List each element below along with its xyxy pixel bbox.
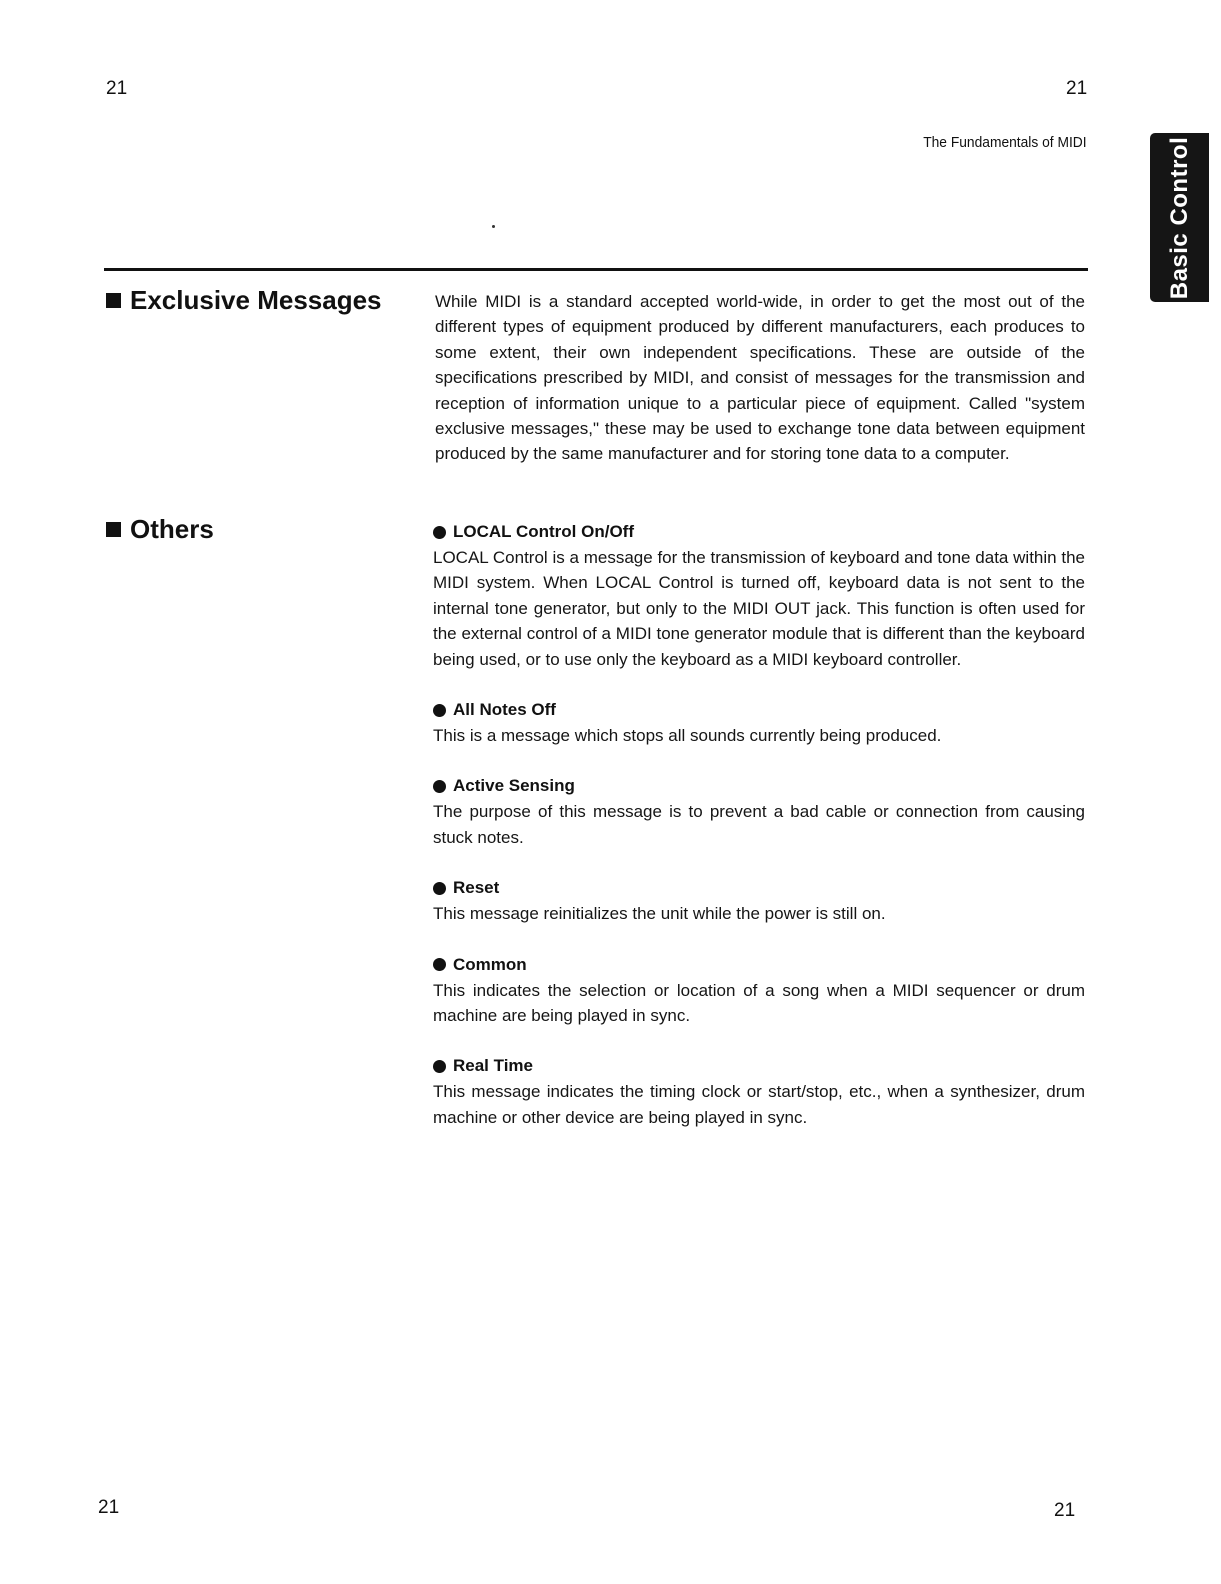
item-description: This indicates the selection or location of a song when a MIDI sequencer or drum machine are being played in sync.: [433, 980, 1085, 1026]
exclusive-messages-heading-text: Exclusive Messages: [130, 285, 382, 315]
item-title-text: Common: [453, 954, 527, 974]
item-title: [433, 697, 1085, 723]
page-number-bottom-left: 21: [98, 1497, 120, 1518]
item-title: [433, 875, 1085, 901]
round-bullet-icon: [433, 780, 446, 793]
exclusive-messages-heading: [106, 285, 382, 315]
item-title: [433, 519, 1085, 545]
exclusive-messages-body: While MIDI is a standard accepted world-wide, in order to get the most out of the different types of equipment produced by different manufacturers, each produces to some extent, their own independent specifications. These are outside of the specifications prescribed by MIDI, and consist of messages for the transmission and reception of information unique to a particular piece of equipment. Called "system exclusive messages," these may be used to exchange tone data between equipment produced by the same manufacturer and for storing tone data to a computer.: [435, 292, 1085, 464]
running-header: The Fundamentals of MIDI: [923, 134, 1087, 151]
side-tab: [1150, 133, 1209, 302]
page-number-top-left: 21: [106, 78, 128, 99]
others-item-list: [433, 519, 1085, 1155]
page-number-top-right: 21: [1066, 78, 1088, 99]
side-tab-label: Basic Control: [1165, 136, 1193, 299]
others-heading-text: Others: [130, 514, 214, 544]
list-item-local-control: [433, 519, 1085, 672]
item-description: The purpose of this message is to prevent a bad cable or connection from causing stuck notes.: [433, 802, 1085, 847]
round-bullet-icon: [433, 882, 446, 895]
round-bullet-icon: [433, 704, 446, 717]
item-title: [433, 1053, 1085, 1079]
list-item-reset: [433, 875, 1085, 926]
round-bullet-icon: [433, 526, 446, 539]
item-description: This is a message which stops all sounds currently being produced.: [433, 726, 942, 746]
print-speck: [492, 225, 495, 228]
others-heading: [106, 514, 214, 544]
item-title-text: Active Sensing: [453, 776, 575, 796]
item-title-text: All Notes Off: [453, 700, 556, 720]
list-item-common: [433, 952, 1085, 1029]
item-description: LOCAL Control is a message for the transmission of keyboard and tone data within the MIDI system. When LOCAL Control is turned off, keyboard data is not sent to the internal tone generator, but only to the MIDI OUT jack. This function is often used for the external control of a MIDI tone generator module that is different than the keyboard being used, or to use only the keyboard as a MIDI keyboard controller.: [433, 548, 1085, 669]
square-bullet-icon: [106, 522, 121, 537]
section-divider: [104, 268, 1088, 271]
round-bullet-icon: [433, 1060, 446, 1073]
item-title-text: LOCAL Control On/Off: [453, 522, 634, 541]
square-bullet-icon: [106, 293, 121, 308]
round-bullet-icon: [433, 958, 446, 971]
item-description: This message indicates the timing clock or start/stop, etc., when a synthesizer, drum machine or other device are being played in sync.: [433, 1082, 1085, 1127]
item-title-text: Reset: [453, 878, 500, 898]
list-item-active-sensing: [433, 773, 1085, 850]
list-item-all-notes-off: [433, 697, 1085, 748]
page-number-bottom-right: 21: [1054, 1500, 1076, 1521]
item-title-text: Real Time: [453, 1056, 534, 1076]
item-title: [433, 773, 1085, 799]
item-title: [433, 952, 1085, 978]
list-item-real-time: [433, 1053, 1085, 1130]
item-description: This message reinitializes the unit while the power is still on.: [433, 904, 886, 924]
